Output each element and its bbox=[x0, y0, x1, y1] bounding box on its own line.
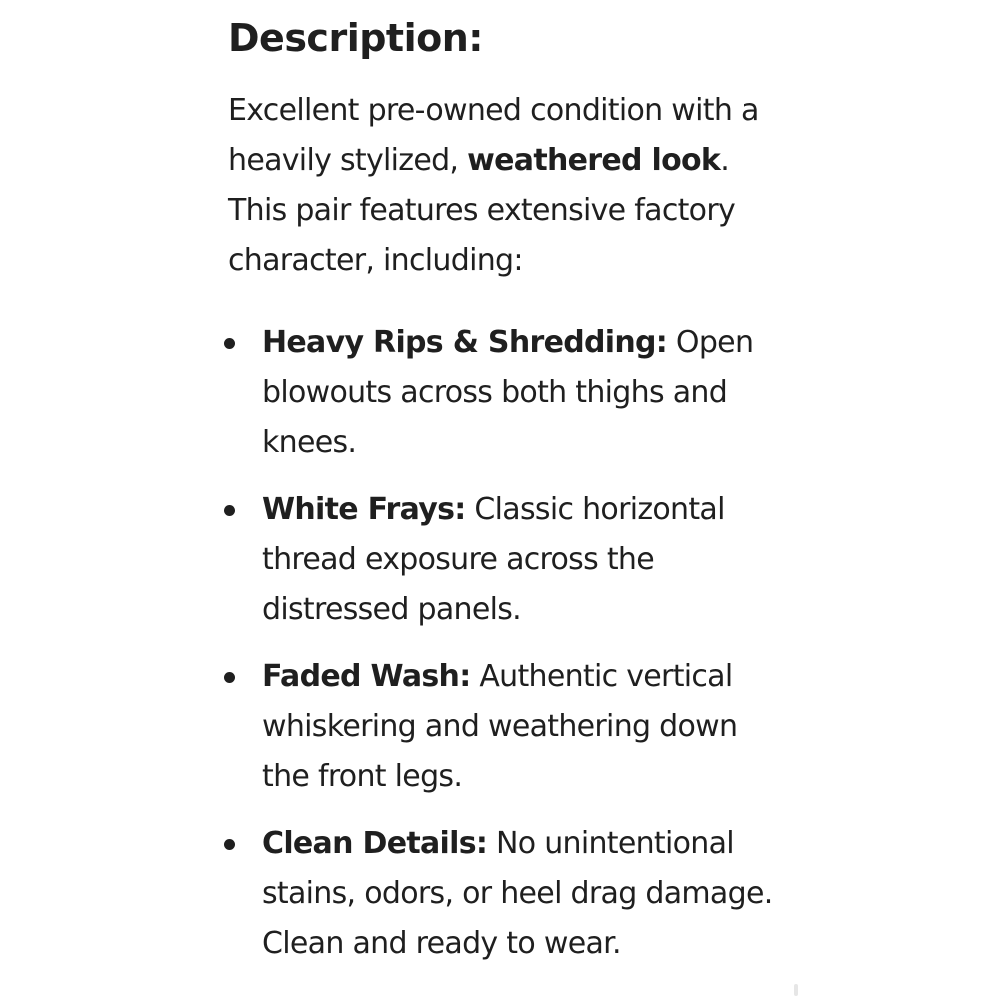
description-section bbox=[228, 14, 988, 986]
feature-text: Classic horizontal thread exposure across the distressed panels. bbox=[262, 492, 725, 627]
intro-text-start: Excellent pre-owned condition with a heavily stylized, bbox=[228, 93, 759, 178]
feature-text: Open blowouts across both thighs and knees. bbox=[262, 325, 754, 460]
feature-text: No unintentional stains, odors, or heel drag damage. Clean and ready to wear. bbox=[262, 826, 773, 961]
intro-emphasis: weathered look bbox=[467, 143, 721, 178]
feature-item-details bbox=[228, 819, 782, 969]
feature-title: White Frays: bbox=[262, 492, 466, 527]
feature-item-frays bbox=[228, 485, 782, 635]
bullet-icon bbox=[224, 672, 235, 683]
bullet-icon bbox=[224, 338, 235, 349]
description-intro bbox=[228, 86, 788, 286]
feature-title: Clean Details: bbox=[262, 826, 488, 861]
scroll-indicator bbox=[794, 984, 798, 996]
feature-list bbox=[228, 318, 988, 969]
bullet-icon bbox=[224, 505, 235, 516]
bullet-icon bbox=[224, 839, 235, 850]
feature-item-rips bbox=[228, 318, 782, 468]
feature-title: Heavy Rips & Shredding: bbox=[262, 325, 668, 360]
feature-title: Faded Wash: bbox=[262, 659, 471, 694]
intro-text-end: . This pair features extensive factory character, including: bbox=[228, 143, 736, 278]
feature-text: Authentic vertical whiskering and weathering down the front legs. bbox=[262, 659, 738, 794]
feature-item-wash bbox=[228, 652, 782, 802]
description-heading: Description: bbox=[228, 16, 483, 60]
